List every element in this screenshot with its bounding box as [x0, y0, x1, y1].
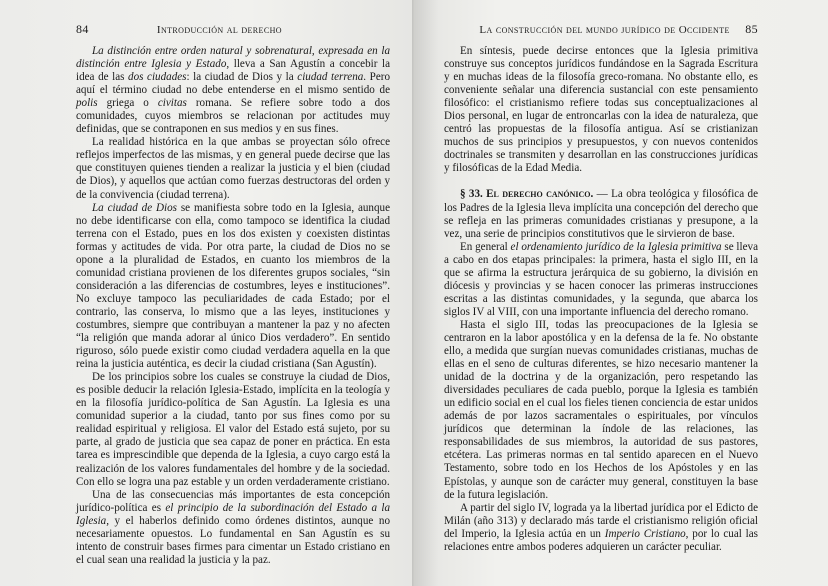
paragraph — [444, 188, 758, 240]
right-running-title: La construcción del mundo jurídico de Occidente — [479, 24, 730, 36]
text-run: se lleva a cabo en dos etapas principales: la primera, hasta el siglo III, en la que se afirma la estructura jerárquica de su gobierno, la división en diócesis y provincias y se hacen conocer las primeras instrucciones escritas a las distintas comunidades, y la segunda, que abarca los siglos IV al VIII, con una importante influencia del derecho romano. — [444, 240, 758, 318]
text-run: ciudad terrena — [297, 71, 364, 84]
text-run: A partir del siglo IV, lograda ya la libertad jurídica por el Edicto de Milán (año 313) y declarado más tarde el cristianismo religión oficial del Imperio, la Iglesia actúa en un — [444, 501, 758, 540]
text-run: En general — [460, 240, 511, 253]
section-heading: § 33. El derecho canónico. — [460, 188, 594, 201]
paragraph — [444, 45, 758, 175]
text-run: Hasta el siglo III, todas las preocupaciones de la Iglesia se centraron en la labor apostólica y en la defensa de la fe. No obstante ello, a medida que surgían nuevas comunidades cristianas, muchas de ellas en el seno de culturas diferentes, se hizo necesario mantener la unidad de la doctrina y de la organización, pero respetando las diversidades peculiares de cada pueblo, porque la Iglesia es también un edificio social en el cual los fieles tienen conciencia de estar unidos además de por lazos sacramentales o espirituales, por vínculos jurídicos que determinan la índole de las relaciones, las responsabilidades de sus miembros, la autoridad de sus pastores, etcétera. Las primeras normas en tal sentido aparecen en el Nuevo Testamento, sobre todo en los Hechos de los Apóstoles y en las Epístolas, y aunque son de carácter muy general, constituyen la base de la futura legislación. — [444, 318, 758, 501]
paragraph — [76, 371, 390, 488]
text-run: La distinción entre orden natural y sobrenatural, expresada en la distinción entre Iglesia y Estado, — [76, 45, 390, 71]
paragraph — [76, 45, 390, 136]
text-run: romana. Se refiere sobre todo a dos comunidades, cuyos miembros se relacionan por actitudes muy definidas, que se contraponen en sus medios y en sus fines. — [76, 97, 390, 136]
right-page-number: 85 — [745, 22, 758, 36]
left-body-text — [76, 45, 390, 567]
text-run: lleva a San Agustín a concebir la idea de las — [76, 58, 390, 84]
text-run: La realidad histórica en la que ambas se proyectan sólo ofrece reflejos imperfectos de las mismas, y en general puede decirse que las que constituyen quienes tienden a realizar la justicia y el bien (ciudad de Dios), y aquellos que actúan como fuerzas destructoras del orden y de la convivencia (ciudad terrena). — [76, 136, 390, 201]
paragraph — [444, 502, 758, 554]
text-run: — La obra teológica y filosófica de los Padres de la Iglesia lleva implícita una concepción del derecho que se refleja en las primeras comunidades cristianas y presupone, a la vez, una serie de principios constitutivos que le sirvieron de base. — [444, 188, 758, 240]
paragraph — [444, 241, 758, 319]
paragraph — [76, 202, 390, 372]
paragraph — [444, 319, 758, 502]
text-run: , por lo cual las relaciones entre ambos poderes adquieren un carácter peculiar. — [444, 527, 758, 553]
text-run: Una de las consecuencias más importantes de esta concepción jurídico-política es — [76, 488, 390, 514]
text-run: : la ciudad de Dios y la — [186, 71, 298, 84]
right-page — [414, 0, 828, 586]
text-run: el ordenamiento jurídico de la Iglesia primitiva — [510, 240, 722, 253]
text-run: el principio de la subordinación del Estado a la Iglesia, — [76, 501, 391, 527]
text-run: . Pero aquí el término ciudad no debe entenderse en el mismo sentido de — [76, 71, 390, 97]
text-run: De los principios sobre los cuales se construye la ciudad de Dios, es posible deducir la relación Iglesia-Estado, implícita en la teología y en la filosofía jurídico-política de San Agustín. La Iglesia es una comunidad superior a la ciudad, tanto por sus fines como por su realidad espiritual y religiosa. El valor del Estado está sujeto, por su parte, al grado de justicia que sea capaz de poner en práctica. En esta tarea es imprescindible que dependa de la Iglesia, a cuyo cargo está la realización de los valores fundamentales del hombre y de la sociedad. Con ello se logra una paz estable y un orden verdaderamente cristiano. — [76, 371, 390, 488]
left-running-title: Introducción al derecho — [156, 24, 282, 36]
right-running-head — [444, 22, 758, 37]
text-run: dos ciudades — [128, 71, 187, 84]
paragraph — [76, 489, 390, 567]
text-run: La ciudad de Dios — [92, 201, 177, 214]
text-run: se manifiesta sobre todo en la Iglesia, aunque no debe identificarse con ella, como tampoco se identifica la ciudad terrena con el Estado, pues en los dos existen y coexisten distintas formas y actitudes de vida. Por otra parte, la ciudad de Dios no se opone a la pluralidad de Estados, en cuanto los miembros de la comunidad cristiana provienen de los diferentes grupos sociales, “sin consideración a las diferencias de costumbres, leyes e instituciones”. No excluye tampoco las peculiaridades de cada Estado; por el contrario, las conserva, lo mismo que a las leyes, instituciones y costumbres, siempre que contribuyan a mantener la paz y no afecten “la religión que manda adorar al único Dios verdadero”. En sentido riguroso, sólo puede existir como ciudad verdadera aquella en la que reina la justicia auténtica, es decir la ciudad cristiana (San Agustín). — [76, 201, 390, 371]
paragraph — [76, 136, 390, 201]
text-run: y el haberlos definido como órdenes distintos, aunque no necesariamente opuestos. Lo fundamental en San Agustín es su intento de construir bases firmes para cimentar un Estado cristiano en el cual sean una realidad la justicia y la paz. — [76, 514, 390, 566]
left-page-number: 84 — [76, 22, 89, 36]
text-run: civitas — [157, 97, 187, 110]
text-run: En síntesis, puede decirse entonces que la Iglesia primitiva construye sus conceptos jurídicos fundándose en la Sagrada Escritura y en muchas ideas de la filosofía greco-romana. No obstante ello, es conveniente señalar una diferencia sustancial con este pensamiento filosófico: el cristianismo refiere todas sus conceptualizaciones al Dios personal, en lugar de entroncarlas con la idea de naturaleza, que centró las propuestas de la filosofía antigua. Así se cristianizan muchos de sus principios y presupuestos, y con nuevos contenidos doctrinales se transmiten y desarrollan en las construcciones jurídicas y filosóficas de la Edad Media. — [444, 45, 758, 175]
left-running-head — [76, 22, 390, 37]
text-run: griega o — [97, 97, 158, 110]
text-run: polis — [76, 97, 98, 110]
text-run: Imperio Cristiano — [604, 527, 686, 540]
right-body-text — [444, 45, 758, 554]
